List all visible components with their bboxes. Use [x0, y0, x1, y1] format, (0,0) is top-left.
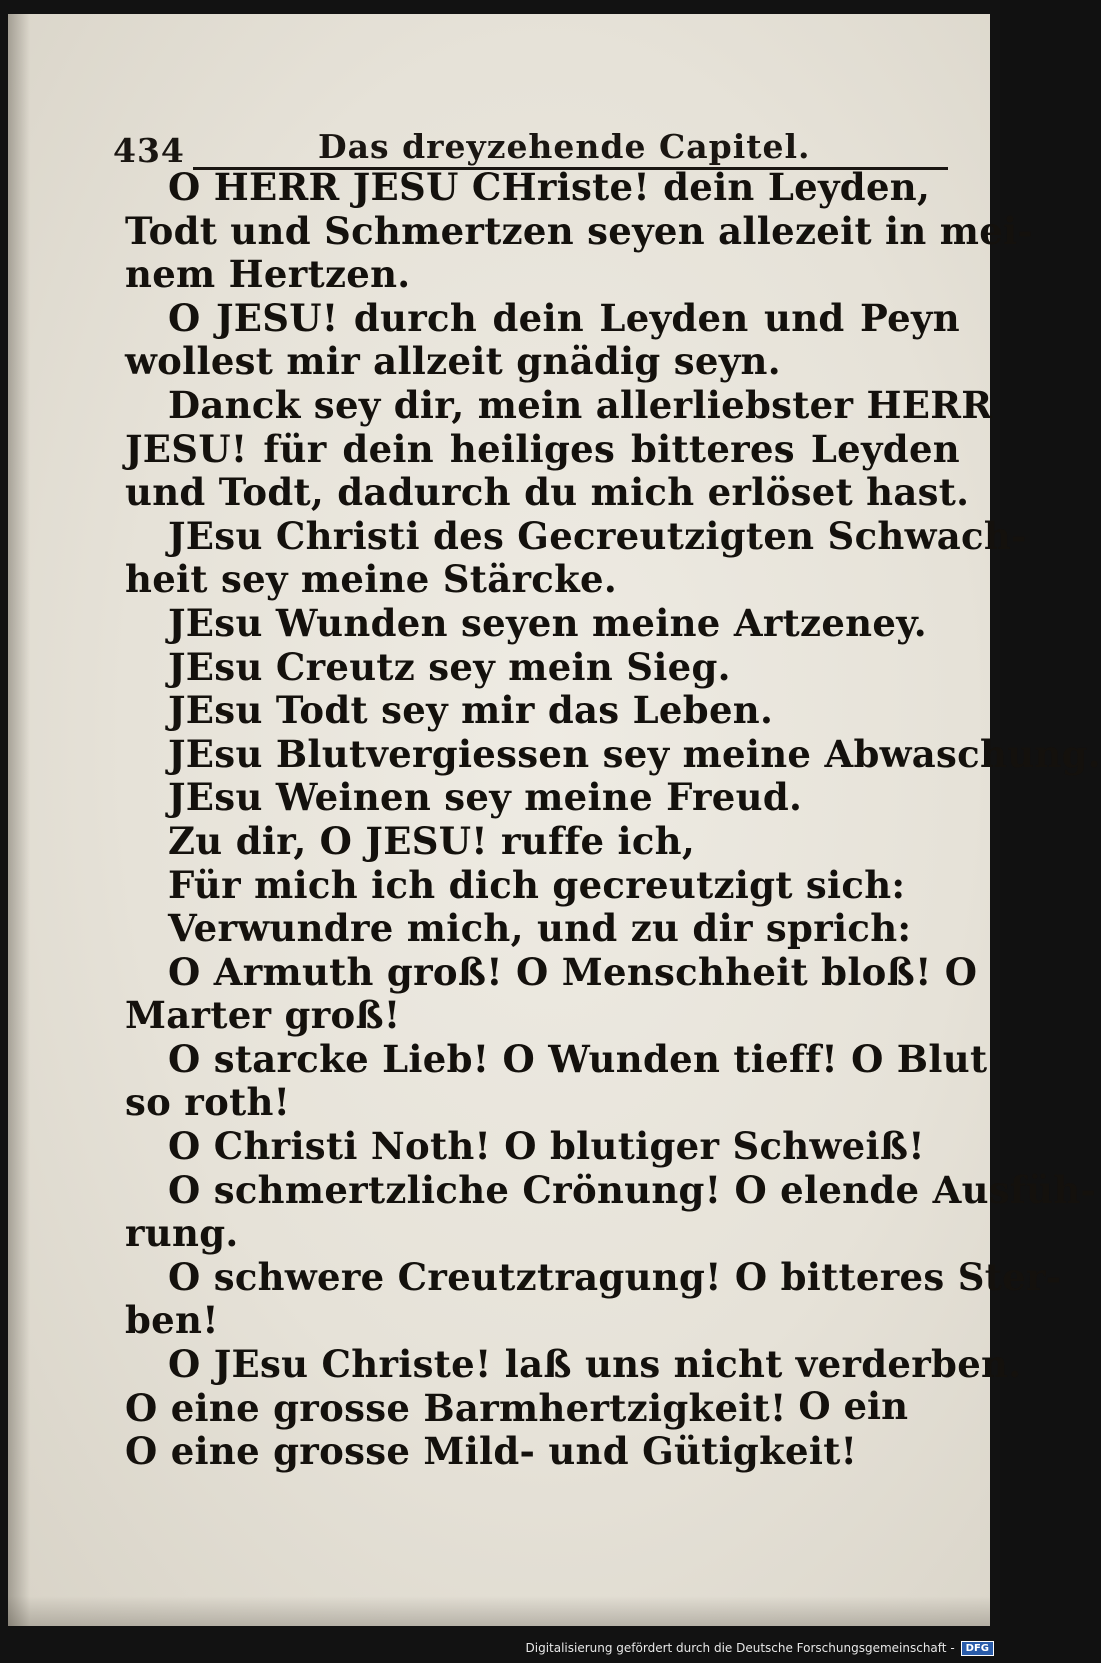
page-header [113, 119, 948, 171]
text-line: O schwere Creutztragung! O bitteres Ster- [168, 1254, 1062, 1299]
text-line: JEsu Wunden seyen meine Artzeney. [168, 600, 927, 645]
text-line: O HERR JESU CHriste! dein Leyden, [168, 165, 931, 209]
text-line: so roth! [125, 1080, 291, 1125]
gutter-shadow [8, 14, 30, 1626]
text-line: O JEsu Christe! laß uns nicht verderben. [168, 1342, 1022, 1387]
text-line: O starcke Lieb! O Wunden tieff! O Blut [168, 1036, 988, 1081]
body-text [125, 165, 1101, 1474]
bottom-shadow [8, 1596, 990, 1626]
text-line: O eine grosse Barmhertzigkeit! [125, 1385, 787, 1430]
text-line: Danck sey dir, mein allerliebster HERR [168, 382, 993, 427]
text-line: O JESU! durch dein Leyden und Peyn [168, 295, 960, 340]
text-line: ben! [125, 1298, 219, 1343]
text-line: wollest mir allzeit gnädig seyn. [125, 339, 781, 384]
text-line: JEsu Creutz sey mein Sieg. [168, 644, 731, 689]
text-line: Verwundre mich, und zu dir sprich: [168, 906, 912, 951]
text-line: Zu dir, O JESU! ruffe ich, [168, 818, 696, 863]
text-line: Marter groß! [125, 993, 401, 1038]
footer-credit: Digitalisierung gefördert durch die Deutsche Forschungsgemeinschaft - [525, 1641, 955, 1655]
page-number: 434 [113, 131, 185, 170]
text-line: und Todt, dadurch du mich erlöset hast. [125, 470, 970, 515]
text-line: O Armuth groß! O Menschheit bloß! O [168, 949, 978, 994]
text-line: JEsu Blutvergiessen sey meine Abwaschung. [168, 731, 1101, 776]
text-line: O Christi Noth! O blutiger Schweiß! [168, 1124, 925, 1169]
text-line: Todt und Schmertzen seyen allezeit in mei- [125, 208, 1034, 253]
text-line: O eine grosse Mild- und Gütigkeit! [125, 1429, 858, 1474]
text-line: nem Hertzen. [125, 252, 411, 297]
text-line: JESU! für dein heiliges bitteres Leyden [125, 426, 960, 471]
text-line: Für mich ich dich gecreutzigt sich: [168, 862, 906, 907]
text-line: JEsu Weinen sey meine Freud. [168, 775, 803, 820]
text-line: O schmertzliche Crönung! O elende Ausfüh- [168, 1167, 1097, 1212]
catchword: O ein [798, 1384, 908, 1428]
book-page [8, 14, 1101, 1626]
text-line: rung. [125, 1211, 239, 1256]
dfg-logo: DFG [961, 1641, 994, 1656]
text-line: heit sey meine Stärcke. [125, 557, 618, 602]
text-line: JEsu Todt sey mir das Leben. [168, 688, 774, 733]
text-line: JEsu Christi des Gecreutzigten Schwach- [168, 513, 1027, 558]
running-head: Das dreyzehende Capitel. [318, 127, 811, 166]
digitization-footer [526, 1637, 995, 1659]
